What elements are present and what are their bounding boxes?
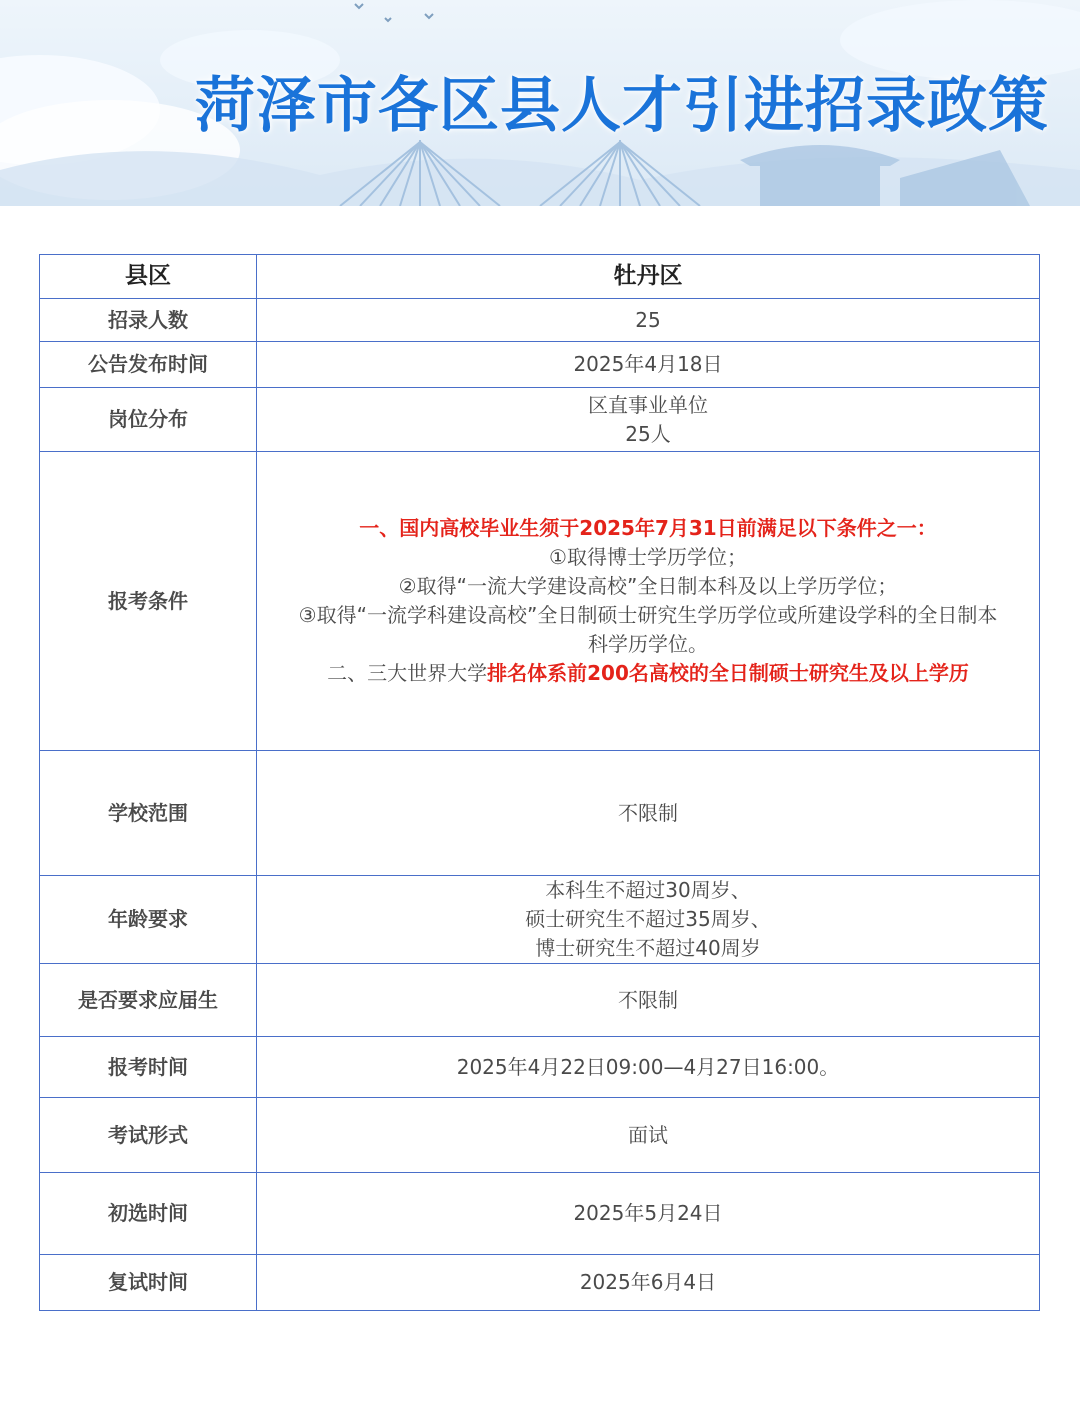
condition-line: ①取得博士学历学位； — [549, 545, 747, 569]
table-row — [40, 299, 1040, 342]
condition-highlight: 排名体系前200名高校的全日制硕士研究生及以上学历 — [487, 661, 969, 685]
row-label: 报考条件 — [40, 452, 257, 751]
row-label: 考试形式 — [40, 1098, 257, 1173]
table-row — [40, 1255, 1040, 1311]
table-row — [40, 452, 1040, 751]
table-row — [40, 388, 1040, 452]
condition-prefix: 二、三大世界大学 — [327, 661, 488, 685]
table-row — [40, 751, 1040, 876]
prelim-date-value: 2025年5月24日 — [257, 1173, 1040, 1255]
age-line: 硕士研究生不超过35周岁、 — [525, 907, 771, 931]
age-line: 本科生不超过30周岁、 — [545, 878, 751, 902]
announce-date-value: 2025年4月18日 — [257, 342, 1040, 388]
positions-line: 25人 — [625, 421, 671, 446]
row-label: 学校范围 — [40, 751, 257, 876]
row-label: 公告发布时间 — [40, 342, 257, 388]
table-row — [40, 1037, 1040, 1098]
table-row — [40, 876, 1040, 964]
age-line: 博士研究生不超过40周岁 — [535, 936, 761, 960]
positions-value — [257, 388, 1040, 452]
row-label: 初选时间 — [40, 1173, 257, 1255]
condition-line: 一、国内高校毕业生须于2025年7月31日前满足以下条件之一： — [359, 516, 937, 540]
positions-line: 区直事业单位 — [588, 392, 708, 417]
page-title: 菏泽市各区县人才引进招录政策 — [195, 71, 1049, 141]
table-row — [40, 1098, 1040, 1173]
row-label: 报考时间 — [40, 1037, 257, 1098]
table-row — [40, 342, 1040, 388]
condition-line — [257, 659, 1039, 688]
conditions-value — [257, 452, 1040, 751]
apply-time-value: 2025年4月22日09:00—4月27日16:00。 — [257, 1037, 1040, 1098]
policy-table — [39, 254, 1040, 1311]
exam-form-value: 面试 — [257, 1098, 1040, 1173]
row-label: 年龄要求 — [40, 876, 257, 964]
table-row — [40, 964, 1040, 1037]
recruit-count-value: 25 — [257, 299, 1040, 342]
header-banner — [0, 0, 1080, 206]
row-label: 复试时间 — [40, 1255, 257, 1311]
school-scope-value: 不限制 — [257, 751, 1040, 876]
row-label: 是否要求应届生 — [40, 964, 257, 1037]
condition-line: ②取得“一流大学建设高校”全日制本科及以上学历学位； — [398, 574, 898, 598]
header-county-value: 牡丹区 — [257, 255, 1040, 299]
condition-line: 科学历学位。 — [588, 632, 708, 656]
condition-line: ③取得“一流学科建设高校”全日制硕士研究生学历学位或所建设学科的全日制本 — [298, 603, 998, 627]
row-label: 岗位分布 — [40, 388, 257, 452]
header-county-label: 县区 — [40, 255, 257, 299]
table-header-row — [40, 255, 1040, 299]
table-row — [40, 1173, 1040, 1255]
age-value — [257, 876, 1040, 964]
fresh-grad-value: 不限制 — [257, 964, 1040, 1037]
retest-date-value: 2025年6月4日 — [257, 1255, 1040, 1311]
row-label: 招录人数 — [40, 299, 257, 342]
